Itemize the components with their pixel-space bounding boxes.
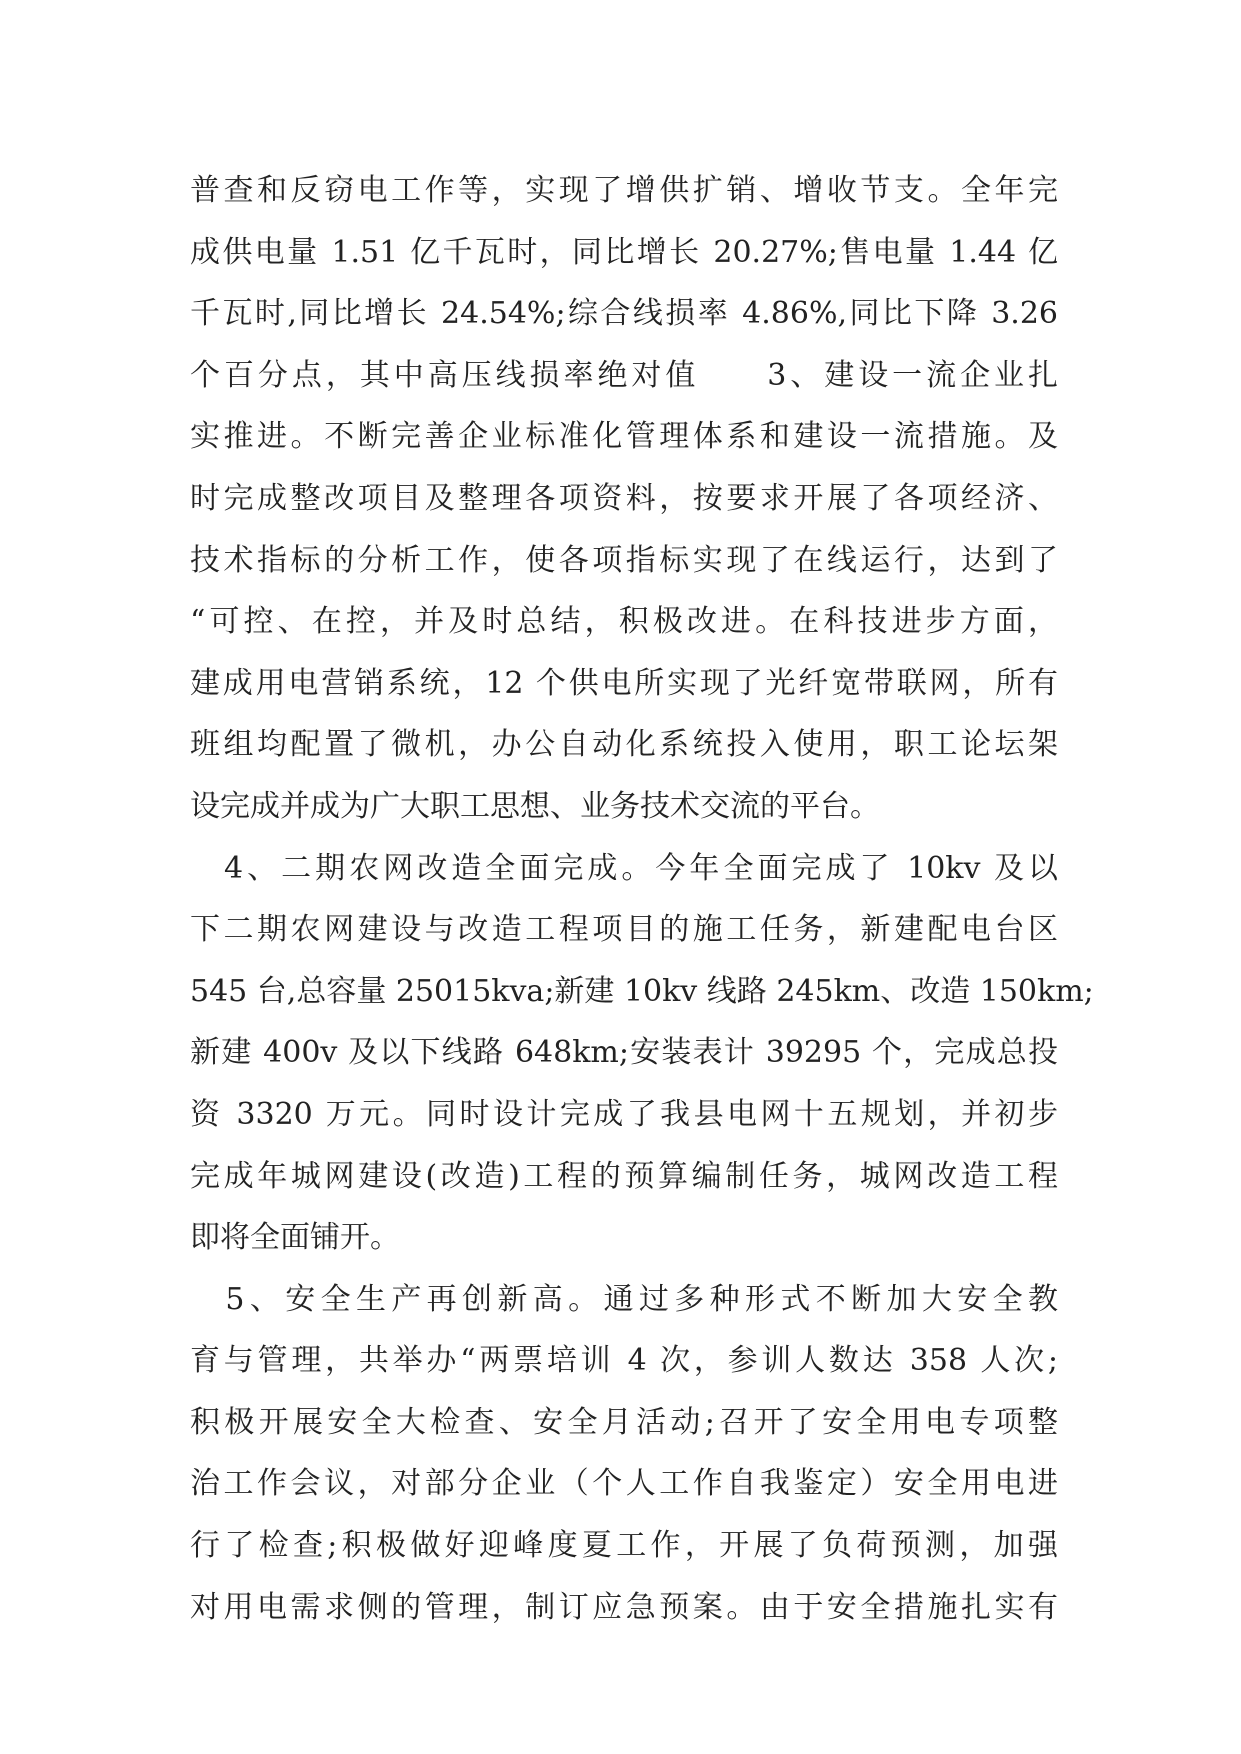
text-line: 新建 400v 及以下线路 648km;安装表计 39295 个，完成总投	[190, 1035, 1058, 1071]
text-line: 技术指标的分析工作，使各项指标实现了在线运行，达到了	[190, 542, 1058, 578]
paragraph-rural-grid	[190, 838, 1094, 1269]
text-line: 实推进。不断完善企业标准化管理体系和建设一流措施。及	[190, 419, 1058, 455]
text-line: 完成年城网建设(改造)工程的预算编制任务，城网改造工程	[190, 1158, 1058, 1194]
text-line: 普查和反窃电工作等，实现了增供扩销、增收节支。全年完	[190, 173, 1058, 208]
text-line: 设完成并成为广大职工思想、业务技术交流的平台。	[190, 788, 880, 824]
text-line: 下二期农网建设与改造工程项目的施工任务，新建配电台区	[190, 912, 1058, 948]
text-line: 个百分点，其中高压线损率绝对值 3、建设一流企业扎	[190, 357, 1058, 393]
text-line: 千瓦时,同比增长 24.54%;综合线损率 4.86%,同比下降 3.26	[190, 296, 1058, 332]
text-line: 545 台,总容量 25015kva;新建 10kv 线路 245km、改造 150km;	[190, 973, 1094, 1009]
paragraph-safety	[190, 1269, 1058, 1639]
text-line: 班组均配置了微机，办公自动化系统投入使用，职工论坛架	[190, 727, 1058, 763]
text-line: 建成用电营销系统，12 个供电所实现了光纤宽带联网，所有	[190, 665, 1058, 701]
text-line: 治工作会议，对部分企业（个人工作自我鉴定）安全用电进	[190, 1466, 1058, 1502]
text-line: 4、二期农网改造全面完成。今年全面完成了 10kv 及以	[190, 850, 1058, 886]
text-line: “可控、在控，并及时总结，积极改进。在科技进步方面，	[190, 604, 1058, 640]
text-line: 育与管理，共举办“两票培训 4 次，参训人数达 358 人次;	[190, 1343, 1058, 1379]
text-line: 时完成整改项目及整理各项资料，按要求开展了各项经济、	[190, 480, 1058, 516]
text-line: 即将全面铺开。	[190, 1220, 400, 1256]
text-line: 资 3320 万元。同时设计完成了我县电网十五规划，并初步	[190, 1096, 1058, 1132]
text-line: 5、安全生产再创新高。通过多种形式不断加大安全教	[190, 1281, 1058, 1317]
text-line: 行了检查;积极做好迎峰度夏工作，开展了负荷预测，加强	[190, 1528, 1058, 1564]
document-page	[190, 160, 1094, 1638]
text-line: 对用电需求侧的管理，制订应急预案。由于安全措施扎实有	[190, 1589, 1058, 1625]
text-line: 积极开展安全大检查、安全月活动;召开了安全用电专项整	[190, 1404, 1058, 1440]
paragraph-supply-sales	[190, 160, 1058, 838]
text-line: 成供电量 1.51 亿千瓦时，同比增长 20.27%;售电量 1.44 亿	[190, 234, 1058, 270]
